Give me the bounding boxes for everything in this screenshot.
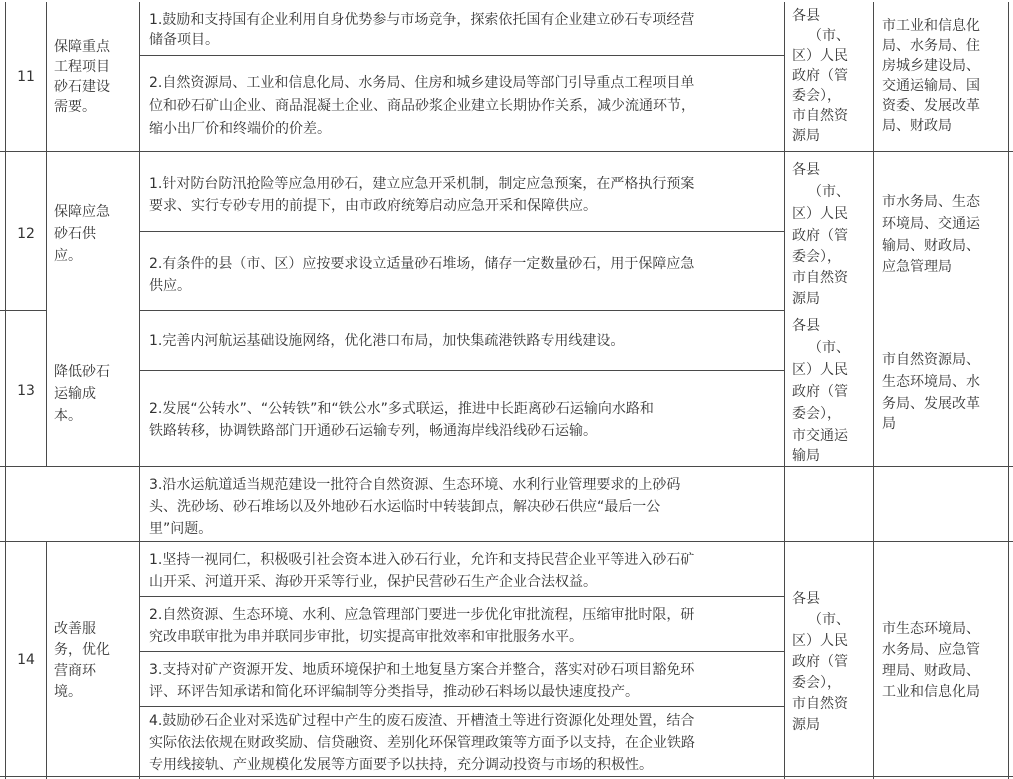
partner-line: 市工业和信息化 — [882, 18, 980, 34]
partner-line: 市自然资源局、 — [882, 352, 980, 368]
lead-line: 区）人民 — [792, 206, 848, 222]
task-line: 本。 — [54, 408, 82, 424]
partner-line: 资委、发展改革 — [882, 98, 980, 114]
row-number: 13 — [17, 383, 35, 399]
lead-line: 委会）， — [792, 249, 841, 265]
partner-line: 局、水务局、住 — [882, 38, 980, 54]
partner-line: 市生态环境局、 — [882, 621, 980, 637]
lead-line: 市自然资 — [792, 270, 848, 286]
partner-line: 环境局、交通运 — [882, 216, 980, 232]
measure-line: 铁路转移，协调铁路部门开通砂石运输专列，畅通海岸线沿线砂石运输。 — [149, 423, 597, 439]
measure-line: 里”问题。 — [149, 521, 213, 537]
lead-line: 源局 — [792, 128, 820, 144]
partner-line: 局 — [882, 416, 896, 432]
measure-divider — [139, 55, 784, 56]
measure-line: 究改串联审批为串并联同步审批，切实提高审批效率和审批服务水平。 — [149, 629, 583, 645]
measure-divider — [139, 706, 784, 707]
task-line: 保障重点 — [54, 39, 110, 55]
task-line: 工程项目 — [54, 59, 110, 75]
partner-line: 生态环境局、水 — [882, 374, 980, 390]
lead-line: （市、 — [808, 612, 850, 628]
measure-divider — [139, 596, 784, 597]
partner-line: 工业和信息化局 — [882, 684, 980, 700]
lead-line: 区）人民 — [792, 633, 848, 649]
task-line: 砂石供 — [54, 226, 96, 242]
partner-line: 务局、发展改革 — [882, 396, 980, 412]
lead-line: 各县 — [792, 162, 820, 178]
lead-line: 政府（管 — [792, 384, 848, 400]
task-line: 境。 — [54, 684, 82, 700]
lead-line: 政府（管 — [792, 68, 848, 84]
row-number: 11 — [17, 69, 35, 85]
lead-line: 委会）， — [792, 675, 841, 691]
lead-line: 市自然资 — [792, 108, 848, 124]
measure-line: 储备项目。 — [149, 32, 219, 48]
column-divider — [873, 0, 874, 779]
row-divider — [0, 541, 1013, 542]
lead-line: 市交通运 — [792, 428, 848, 444]
cell-divider — [0, 310, 46, 311]
column-divider — [784, 0, 785, 779]
lead-line: 区）人民 — [792, 48, 848, 64]
column-divider — [46, 0, 47, 467]
measure-line: 1.针对防台防汛抢险等应急用砂石，建立应急开采机制，制定应急预案，在严格执行预案 — [149, 176, 695, 192]
lead-line: 区）人民 — [792, 362, 848, 378]
measure-line: 2.自然资源局、工业和信息化局、水务局、住房和城乡建设局等部门引导重点工程项目单 — [149, 75, 695, 91]
measure-line: 供应。 — [149, 278, 191, 294]
measure-line: 1.鼓励和支持国有企业利用自身优势参与市场竞争，探索依托国有企业建立砂石专项经营 — [149, 12, 695, 28]
task-line: 改善服 — [54, 621, 96, 637]
lead-line: 输局 — [792, 448, 820, 464]
measure-line: 2.自然资源、生态环境、水利、应急管理部门要进一步优化审批流程，压缩审批时限，研 — [149, 607, 695, 623]
measure-line: 缩小出厂价和终端价的价差。 — [149, 121, 331, 137]
lead-line: （市、 — [808, 184, 850, 200]
measure-line: 位和砂石矿山企业、商品混凝土企业、商品砂浆企业建立长期协作关系，减少流通环节， — [149, 98, 695, 114]
measure-divider — [139, 310, 784, 311]
task-line: 降低砂石 — [54, 364, 110, 380]
row-divider — [0, 776, 1013, 777]
measure-line: 3.支持对矿产资源开发、地质环境保护和土地复垦方案合并整合，落实对砂石项目豁免环 — [149, 662, 695, 678]
lead-line: 各县 — [792, 318, 820, 334]
row-divider — [0, 151, 1013, 152]
measure-divider — [139, 231, 784, 232]
measure-line: 评、环评告知承诺和简化环评编制等分类指导，推动砂石料场以最快速度投产。 — [149, 684, 639, 700]
partner-line: 输局、财政局、 — [882, 238, 980, 254]
task-line: 运输成 — [54, 386, 96, 402]
lead-line: 政府（管 — [792, 228, 848, 244]
lead-line: 委会）， — [792, 88, 841, 104]
measure-divider — [139, 370, 784, 371]
column-divider — [139, 0, 140, 779]
measure-line: 1.完善内河航运基础设施网络，优化港口布局，加快集疏港铁路专用线建设。 — [149, 333, 625, 349]
column-divider — [1008, 0, 1009, 779]
measure-line: 1.坚持一视同仁，积极吸引社会资本进入砂石行业，允许和支持民营企业平等进入砂石矿 — [149, 552, 695, 568]
partner-line: 市水务局、生态 — [882, 194, 980, 210]
task-line: 务，优化 — [54, 642, 110, 658]
lead-line: （市、 — [808, 28, 850, 44]
measure-line: 2.发展“公转水”、“公转铁”和“铁公水”多式联运，推进中长距离砂石运输向水路和 — [149, 401, 654, 417]
lead-line: 各县 — [792, 591, 820, 607]
row-number: 12 — [17, 226, 35, 242]
partner-line: 交通运输局、国 — [882, 78, 980, 94]
partner-line: 理局、财政局、 — [882, 663, 980, 679]
task-line: 需要。 — [54, 99, 96, 115]
lead-line: （市、 — [808, 340, 850, 356]
task-line: 砂石建设 — [54, 79, 110, 95]
partner-line: 应急管理局 — [882, 259, 952, 275]
measure-line: 2.有条件的县（市、区）应按要求设立适量砂石堆场，储存一定数量砂石，用于保障应急 — [149, 256, 695, 272]
lead-line: 委会）， — [792, 406, 841, 422]
measure-line: 实际依法依规在财政奖励、信贷融资、差别化环保管理政策等方面予以支持，在企业铁路 — [149, 735, 695, 751]
measure-line: 要求、实行专砂专用的前提下，由市政府统筹启动应急开采和保障供应。 — [149, 198, 597, 214]
row-divider — [0, 466, 1013, 467]
task-line: 应。 — [54, 248, 82, 264]
measure-line: 4.鼓励砂石企业对采选矿过程中产生的废石废渣、开槽渣土等进行资源化处理处置，结合 — [149, 713, 695, 729]
row-number: 14 — [17, 652, 35, 668]
measure-line: 3.沿水运航道适当规范建设一批符合自然资源、生态环境、水利行业管理要求的上砂码 — [149, 477, 681, 493]
partner-line: 水务局、应急管 — [882, 642, 980, 658]
lead-line: 各县 — [792, 8, 820, 24]
measure-divider — [139, 651, 784, 652]
task-line: 保障应急 — [54, 204, 110, 220]
partner-line: 局、财政局 — [882, 118, 952, 134]
lead-line: 源局 — [792, 717, 820, 733]
partner-line: 房城乡建设局、 — [882, 58, 980, 74]
lead-line: 市自然资 — [792, 696, 848, 712]
lead-line: 源局 — [792, 291, 820, 307]
measure-line: 专用线接轨、产业规模化发展等方面要予以扶持，充分调动投资与市场的积极性。 — [149, 757, 653, 773]
task-line: 营商环 — [54, 663, 96, 679]
lead-line: 政府（管 — [792, 654, 848, 670]
measure-line: 山开采、河道开采、海砂开采等行业，保护民营砂石生产企业合法权益。 — [149, 574, 597, 590]
column-divider — [46, 541, 47, 779]
measure-line: 头、洗砂场、砂石堆场以及外地砂石水运临时中转装卸点，解决砂石供应“最后一公 — [149, 499, 661, 515]
